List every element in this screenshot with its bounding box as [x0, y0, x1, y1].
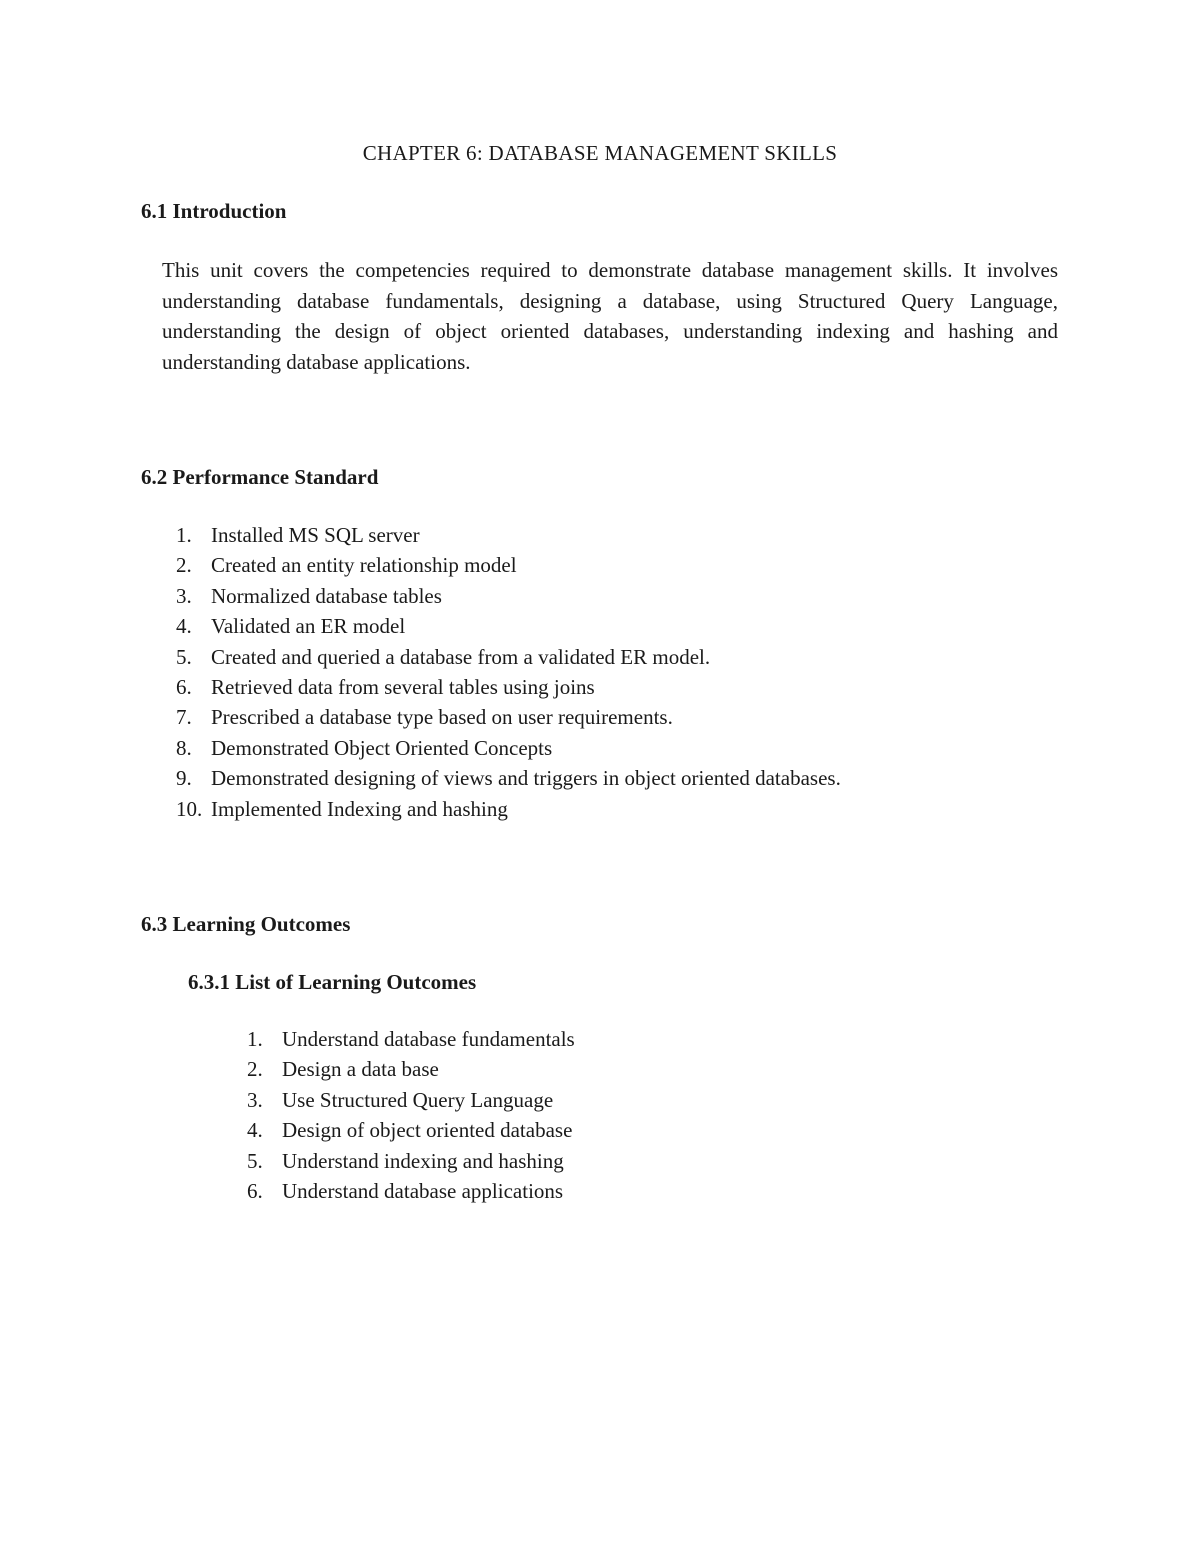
list-item-number: 10.: [176, 796, 203, 821]
list-item-text: Created an entity relationship model: [211, 553, 517, 578]
list-item-text: Understand indexing and hashing: [282, 1148, 564, 1173]
list-item: [176, 581, 841, 611]
list-item: [176, 672, 841, 702]
list-item-number: 1.: [247, 1027, 263, 1051]
list-item: [176, 794, 841, 824]
list-item-text: Understand database fundamentals: [282, 1027, 575, 1051]
list-item-text: Understand database applications: [282, 1178, 564, 1203]
performance-standard-list: [176, 520, 841, 824]
list-item: [176, 550, 841, 580]
list-item: [176, 763, 841, 793]
list-item: [176, 611, 841, 641]
subsection-heading-list-of-learning-outcomes: 6.3.1 List of Learning Outcomes: [188, 970, 477, 994]
list-item: [176, 520, 841, 550]
list-item-number: 5.: [176, 644, 192, 669]
list-item: [247, 1085, 575, 1115]
section-heading-introduction: 6.1 Introduction: [141, 199, 287, 223]
list-item-number: 7.: [176, 705, 192, 730]
list-item: [176, 642, 841, 672]
list-item-text: Prescribed a database type based on user requirements.: [211, 705, 673, 730]
list-item-number: 4.: [176, 614, 192, 639]
list-item-number: 4.: [247, 1118, 263, 1143]
list-item: [247, 1024, 575, 1054]
list-item-text: Validated an ER model: [211, 614, 406, 639]
list-item-text: Demonstrated Object Oriented Concepts: [211, 735, 553, 760]
learning-outcomes-list: [247, 1024, 575, 1206]
section-heading-learning-outcomes: 6.3 Learning Outcomes: [141, 912, 351, 936]
list-item: [247, 1115, 575, 1145]
list-item: [176, 733, 841, 763]
list-item-text: Use Structured Query Language: [282, 1087, 554, 1112]
list-item-text: Retrieved data from several tables using joins: [211, 674, 595, 699]
list-item-number: 3.: [247, 1087, 263, 1112]
section-heading-performance-standard: 6.2 Performance Standard: [141, 465, 379, 489]
list-item-text: Implemented Indexing and hashing: [211, 796, 508, 821]
list-item: [247, 1054, 575, 1084]
list-item-number: 2.: [247, 1057, 263, 1082]
list-item-text: Design of object oriented database: [282, 1118, 573, 1143]
list-item-text: Design a data base: [282, 1057, 439, 1082]
list-item-text: Demonstrated designing of views and triggers in object oriented databases.: [211, 766, 841, 791]
chapter-title: CHAPTER 6: DATABASE MANAGEMENT SKILLS: [362, 141, 838, 165]
list-item-text: Normalized database tables: [211, 583, 442, 608]
list-item: [176, 702, 841, 732]
list-item: [247, 1146, 575, 1176]
list-item-text: Created and queried a database from a validated ER model.: [211, 644, 711, 669]
list-item-number: 6.: [176, 674, 192, 699]
introduction-paragraph: This unit covers the competencies required to demonstrate database management skills. It involves understanding database fundamentals, designing a database, using Structured Query Language, understanding the design of object oriented databases, understanding indexing and hashing and understanding database applications.: [162, 258, 1058, 374]
list-item-number: 6.: [247, 1178, 263, 1203]
list-item-number: 8.: [176, 735, 192, 760]
list-item: [247, 1176, 575, 1206]
list-item-number: 9.: [176, 766, 192, 791]
list-item-number: 1.: [176, 523, 192, 547]
list-item-number: 3.: [176, 583, 192, 608]
list-item-text: Installed MS SQL server: [211, 523, 420, 547]
list-item-number: 5.: [247, 1148, 263, 1173]
list-item-number: 2.: [176, 553, 192, 578]
